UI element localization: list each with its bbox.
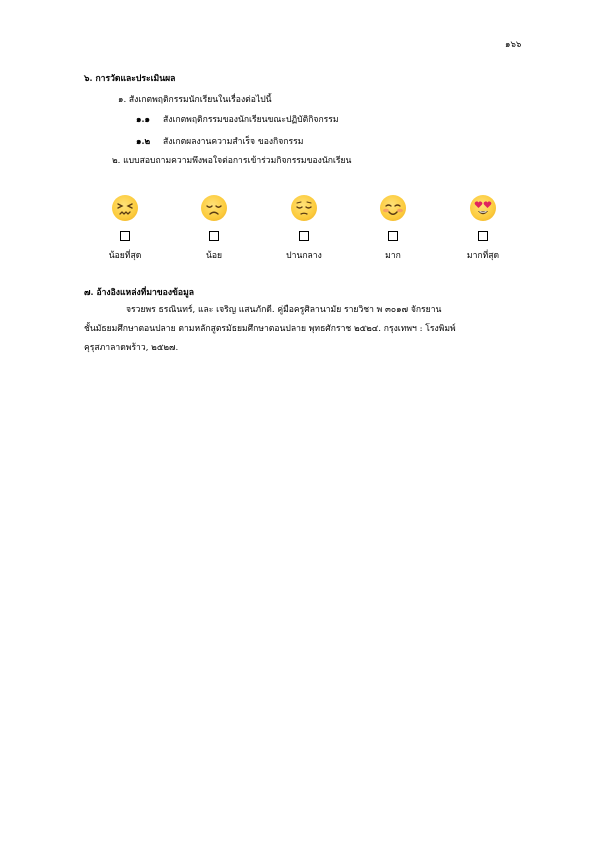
evaluation-item-1-2-number: ๑.๒	[136, 137, 151, 147]
rating-label-5: มากที่สุด	[466, 251, 500, 261]
pensive-face-icon	[291, 195, 317, 221]
evaluation-item-2: ๒. แบบสอบถามความพึงพอใจต่อการเข้าร่วมกิจกรรมของนักเรียน	[112, 156, 352, 166]
rating-checkbox-3[interactable]	[299, 231, 309, 241]
evaluation-item-1-1-text: สังเกตพฤติกรรมของนักเรียนขณะปฏิบัติกิจกรรม	[163, 115, 339, 125]
rating-label-3: ปานกลาง	[286, 251, 322, 261]
rating-checkbox-1[interactable]	[120, 231, 130, 241]
reference-line-2: ชั้นมัธยมศึกษาตอนปลาย ตามหลักสูตรมัธยมศึกษาตอนปลาย พุทธศักราช ๒๕๒๔. กรุงเทพฯ : โรงพิมพ์	[84, 324, 456, 334]
rating-checkbox-4[interactable]	[388, 231, 398, 241]
rating-label-2: น้อย	[205, 251, 223, 261]
evaluation-item-1-1-number: ๑.๑	[136, 115, 150, 125]
disappointed-face-icon	[201, 195, 227, 221]
evaluation-item-1: ๑. สังเกตพฤติกรรมนักเรียนในเรื่องต่อไปนี้	[118, 95, 272, 105]
reference-line-3: คุรุสภาลาดพร้าว, ๒๕๒๗.	[84, 343, 179, 353]
evaluation-item-1-2-text: สังเกตผลงานความสำเร็จ ของกิจกรรม	[163, 137, 304, 147]
page-number: ๑๖๖	[505, 40, 522, 50]
smiling-face-icon	[380, 195, 406, 221]
rating-label-4: มาก	[385, 251, 401, 261]
rating-label-1: น้อยที่สุด	[108, 251, 142, 261]
rating-checkbox-5[interactable]	[478, 231, 488, 241]
rating-checkbox-2[interactable]	[209, 231, 219, 241]
confounded-face-icon	[112, 195, 138, 221]
reference-line-1: จรวยพร ธรณินทร์, และ เจริญ แสนภักดี. คู่มือครูศิลานามัย รายวิชา พ ๓๐๑๗ จักรยาน	[126, 305, 442, 315]
heart-eyes-face-icon	[470, 195, 496, 221]
section-6-heading: ๖. การวัดและประเมินผล	[84, 74, 176, 84]
section-7-heading: ๗. อ้างอิงแหล่งที่มาของข้อมูล	[84, 288, 195, 298]
